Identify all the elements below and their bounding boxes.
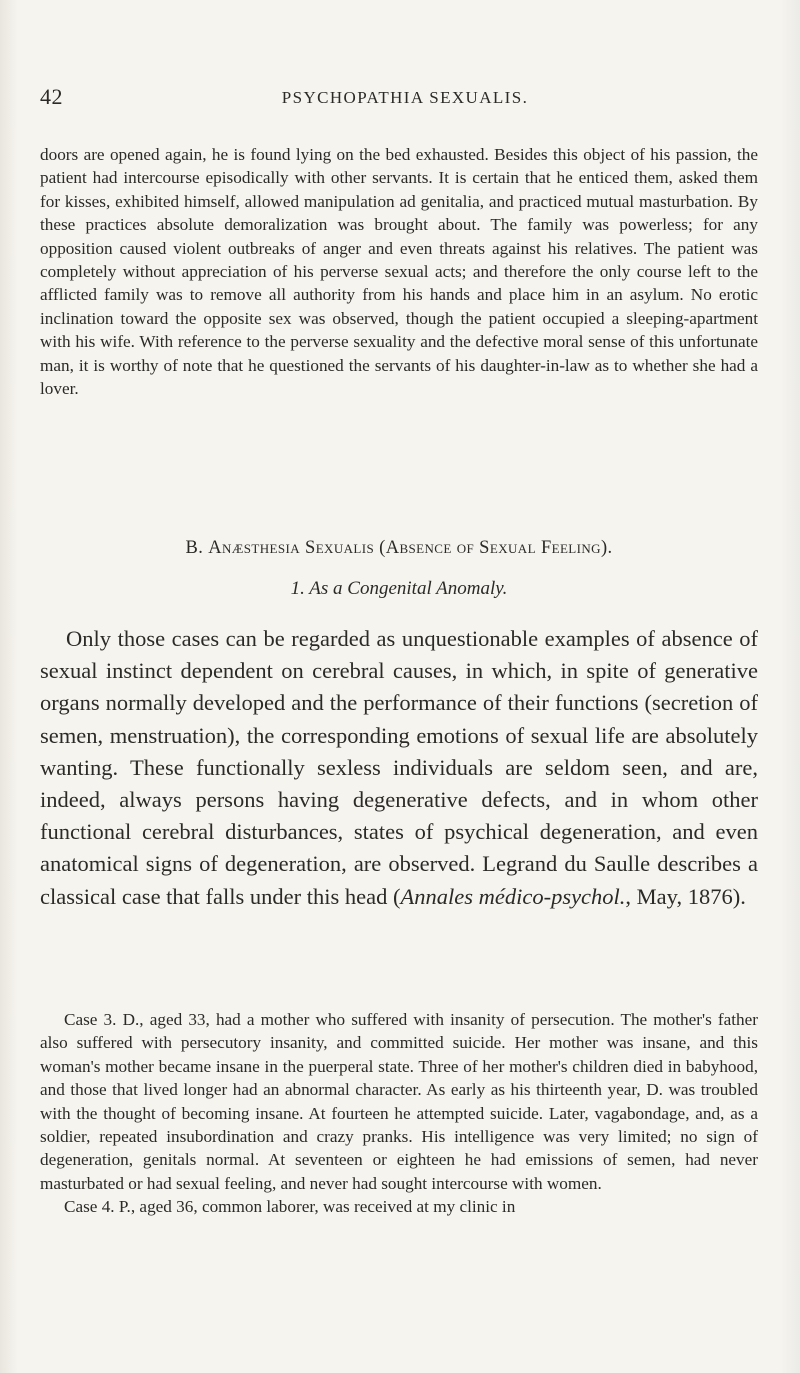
citation-title: Annales médico-psychol. (400, 883, 626, 909)
section-heading-text: Anæsthesia Sexualis (Absence of Sexual Feeling). (208, 538, 613, 558)
running-title: PSYCHOPATHIA SEXUALIS. (281, 88, 529, 107)
section-subheading: 1. As a Congenital Anomaly. (290, 578, 508, 599)
page-number: 42 (40, 84, 63, 109)
section-heading-prefix: B. (185, 538, 209, 558)
case-report: Case 3. D., aged 33, had a mother who suffered with insanity of persecution. The mother's father also suffered with persecutory insanity, and committed suicide. Her mother was insane, and this woman's mother became insane in the puerperal state. Three of her mother's children died in babyhood, and those that lived longer had an abnormal character. As early as his thirteenth year, D. was troubled with the thought of becoming insane. At fourteen he attempted suicide. Later, vagabondage, and, as a soldier, repeated insubordination and crazy pranks. His intelligence was very limited; no sign of degeneration, genitals normal. At seventeen or eighteen he had emissions of semen, had never masturbated or had sexual feeling, and never had sought intercourse with women. (40, 1010, 758, 1193)
case-reports-block (40, 1008, 758, 1219)
case-report: Case 4. P., aged 36, common laborer, was received at my clinic in (64, 1197, 516, 1217)
main-paragraph (40, 623, 758, 913)
main-paragraph-block (40, 623, 758, 913)
page-header (40, 84, 770, 114)
continuation-paragraph: doors are opened again, he is found lying on the bed exhausted. Besides this object of his passion, the patient had intercourse episodically with other servants. It is certain that he enticed them, asked them for kisses, exhibited himself, allowed manipulation ad genitalia, and practiced mutual masturbation. By these practices absolute demoralization was brought about. The family was powerless; for any opposition caused violent outbreaks of anger and even threats against his relatives. The patient was completely without appreciation of his perverse sexual acts; and therefore the only course left to the afflicted family was to remove all authority from his hands and place him in an asylum. No erotic inclination toward the opposite sex was observed, though the patient occupied a sleeping-apartment with his wife. With reference to the perverse sexuality and the defective moral sense of this unfortunate man, it is worthy of note that he questioned the servants of his daughter-in-law as to whether she had a lover. (40, 145, 758, 399)
section-heading (40, 538, 758, 559)
main-paragraph-text: Only those cases can be regarded as unquestionable examples of absence of sexual instinct dependent on cerebral causes, in which, in spite of generative organs normally developed and the performance of their functions (secretion of semen, menstruation), the corresponding emotions of sexual life are absolutely wanting. These functionally sexless individuals are seldom seen, and are, indeed, always persons having degenerative defects, and in whom other functional cerebral disturbances, states of psychical degeneration, and even anatomical signs of degeneration, are observed. Legrand du Saulle describes a classical case that falls under this head ( (40, 626, 758, 909)
main-paragraph-end: , May, 1876). (625, 883, 746, 909)
continuation-paragraph-block (40, 143, 758, 400)
